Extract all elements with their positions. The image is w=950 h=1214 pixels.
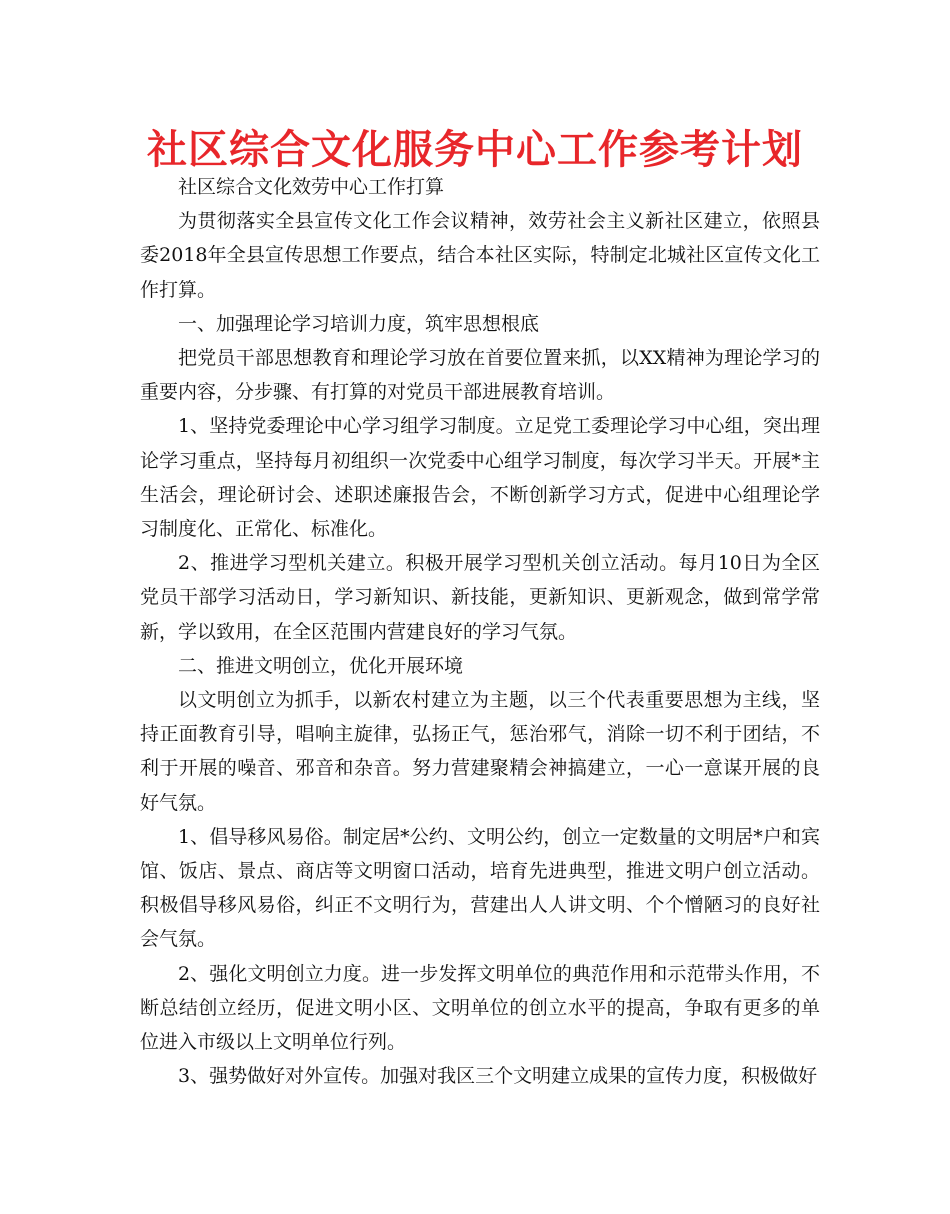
paragraph: 1、倡导移风易俗。制定居*公约、文明公约，创立一定数量的文明居*户和宾馆、饭店、景点、商店等文明窗口活动，培育先进典型，推进文明户创立活动。积极倡导移风易俗，纠正不文明行为，营建出人人讲文明、个个憎陋习的良好社会气氛。 (140, 825, 820, 951)
paragraph: 2、强化文明创立力度。进一步发挥文明单位的典范作用和示范带头作用，不断总结创立经历，促进文明小区、文明单位的创立水平的提高，争取有更多的单位进入市级以上文明单位行列。 (140, 962, 820, 1054)
section-heading-1: 一、加强理论学习培训力度，筑牢思想根底 (178, 312, 540, 335)
paragraph-subtitle: 社区综合文化效劳中心工作打算 (178, 176, 445, 198)
paragraph: 以文明创立为抓手，以新农村建立为主题，以三个代表重要思想为主线，坚持正面教育引导，唱响主旋律，弘扬正气，惩治邪气，消除一切不利于团结，不利于开展的噪音、邪音和杂音。努力营建聚精会神搞建立，一心一意谋开展的良好气氛。 (140, 689, 820, 814)
paragraph: 把党员干部思想教育和理论学习放在首要位置来抓，以XX精神为理论学习的重要内容，分步骤、有打算的对党员干部进展教育培训。 (140, 347, 820, 404)
document-body (140, 170, 820, 1093)
paragraph: 1、坚持党委理论中心学习组学习制度。立足党工委理论学习中心组，突出理论学习重点，坚持每月初组织一次党委中心组学习制度，每次学习半天。开展*主生活会，理论研讨会、述职述廉报告会，不断创新学习方式，促进中心组理论学习制度化、正常化、标准化。 (140, 415, 820, 541)
paragraph: 3、强势做好对外宣传。加强对我区三个文明建立成果的宣传力度，积极做好 (178, 1065, 818, 1088)
section-heading-2: 二、推进文明创立，优化开展环境 (178, 654, 464, 677)
paragraph: 2、推进学习型机关建立。积极开展学习型机关创立活动。每月10日为全区党员干部学习活动日，学习新知识、新技能，更新知识、更新观念，做到常学常新，学以致用，在全区范围内营建良好的学习气氛。 (140, 552, 820, 643)
paragraph-intro: 为贯彻落实全县宣传文化工作会议精神，效劳社会主义新社区建立，依照县委2018年全县宣传思想工作要点，结合本社区实际，特制定北城社区宣传文化工作打算。 (140, 210, 820, 301)
document-title: 社区综合文化服务中心工作参考计划 (147, 127, 803, 173)
